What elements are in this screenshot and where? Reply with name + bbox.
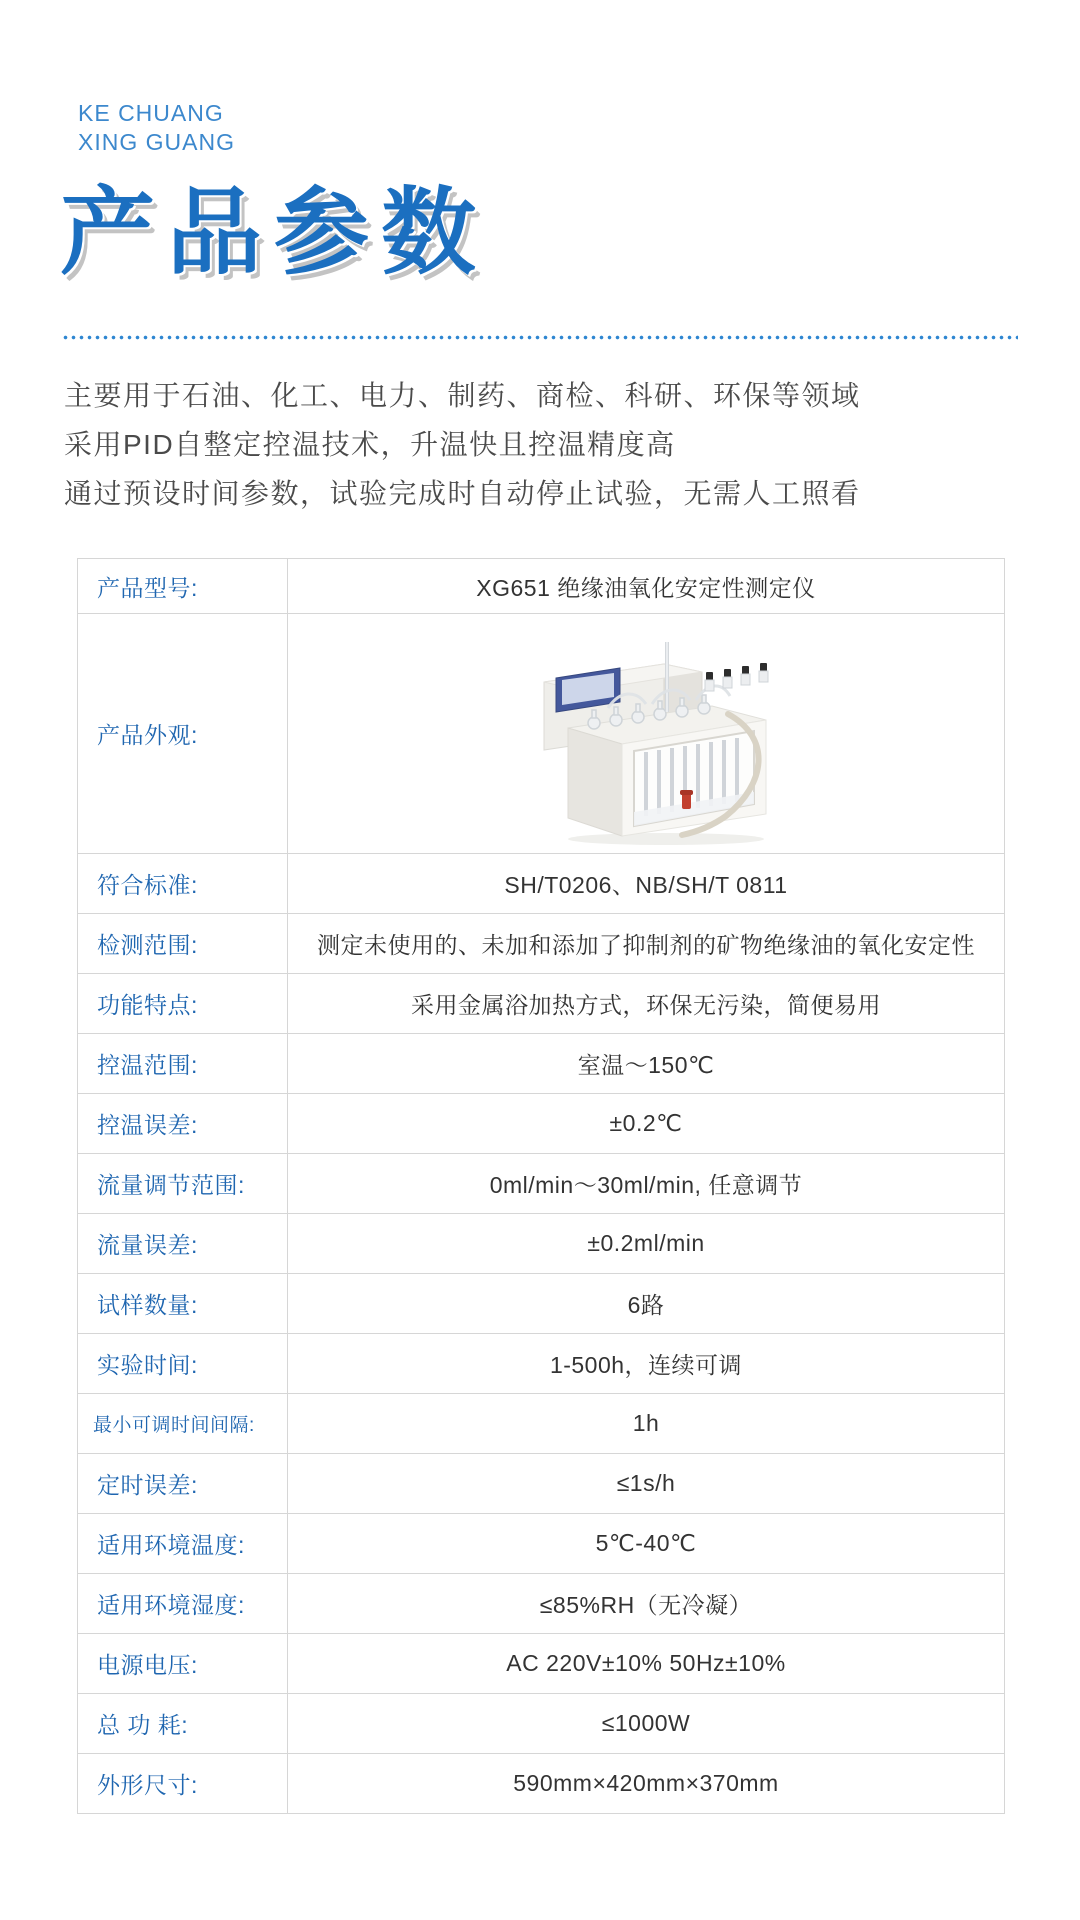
brand-line-1: KE CHUANG <box>78 100 224 126</box>
spec-value: XG651 绝缘油氧化安定性测定仪 <box>288 559 1005 614</box>
spec-label: 产品外观: <box>78 614 288 854</box>
dotted-divider <box>63 335 1018 340</box>
spec-label: 产品型号: <box>78 559 288 614</box>
spec-label: 最小可调时间间隔: <box>78 1394 288 1454</box>
spec-label: 流量误差: <box>78 1214 288 1274</box>
spec-row <box>78 1634 1005 1694</box>
spec-value: ≤85%RH（无冷凝） <box>288 1574 1005 1634</box>
page-title: 产品参数 <box>60 180 489 286</box>
spec-row <box>78 1274 1005 1334</box>
spec-label: 实验时间: <box>78 1334 288 1394</box>
brand-line-2: XING GUANG <box>78 129 235 155</box>
instrument-illustration <box>515 620 777 848</box>
spec-label: 功能特点: <box>78 974 288 1034</box>
spec-label: 适用环境湿度: <box>78 1574 288 1634</box>
spec-label: 定时误差: <box>78 1454 288 1514</box>
spec-value: SH/T0206、NB/SH/T 0811 <box>288 854 1005 914</box>
spec-value: 1h <box>288 1394 1005 1454</box>
spec-label: 电源电压: <box>78 1634 288 1694</box>
intro-line: 通过预设时间参数，试验完成时自动停止试验，无需人工照看 <box>64 478 861 509</box>
spec-row <box>78 1034 1005 1094</box>
spec-row <box>78 974 1005 1034</box>
spec-value: 0ml/min～30ml/min, 任意调节 <box>288 1154 1005 1214</box>
spec-row <box>78 1694 1005 1754</box>
spec-label: 检测范围: <box>78 914 288 974</box>
product-photo <box>289 620 1003 848</box>
spec-row <box>78 559 1005 614</box>
spec-row <box>78 1334 1005 1394</box>
spec-row <box>78 1754 1005 1814</box>
spec-label: 控温范围: <box>78 1034 288 1094</box>
spec-row <box>78 1454 1005 1514</box>
spec-value: ≤1s/h <box>288 1454 1005 1514</box>
brand-text <box>78 99 235 157</box>
spec-value: AC 220V±10% 50Hz±10% <box>288 1634 1005 1694</box>
spec-value: 室温～150℃ <box>288 1034 1005 1094</box>
spec-value: 6路 <box>288 1274 1005 1334</box>
spec-label: 控温误差: <box>78 1094 288 1154</box>
spec-label: 适用环境温度: <box>78 1514 288 1574</box>
spec-row <box>78 914 1005 974</box>
spec-value: ±0.2ml/min <box>288 1214 1005 1274</box>
spec-value: 5℃-40℃ <box>288 1514 1005 1574</box>
spec-label: 试样数量: <box>78 1274 288 1334</box>
spec-value: 590mm×420mm×370mm <box>288 1754 1005 1814</box>
spec-table <box>77 558 1005 1814</box>
spec-label: 流量调节范围: <box>78 1154 288 1214</box>
spec-value <box>288 614 1005 854</box>
spec-row <box>78 614 1005 854</box>
spec-row <box>78 1094 1005 1154</box>
spec-value: 采用金属浴加热方式，环保无污染，简便易用 <box>288 974 1005 1034</box>
spec-value: ±0.2℃ <box>288 1094 1005 1154</box>
spec-row <box>78 1154 1005 1214</box>
intro-line: 采用PID自整定控温技术，升温快且控温精度高 <box>64 429 676 460</box>
spec-row <box>78 1394 1005 1454</box>
spec-row <box>78 1574 1005 1634</box>
spec-row <box>78 1214 1005 1274</box>
spec-label: 符合标准: <box>78 854 288 914</box>
spec-row <box>78 854 1005 914</box>
intro-text <box>64 371 861 518</box>
spec-label: 总 功 耗: <box>78 1694 288 1754</box>
spec-label: 外形尺寸: <box>78 1754 288 1814</box>
spec-value: 测定未使用的、未加和添加了抑制剂的矿物绝缘油的氧化安定性 <box>288 914 1005 974</box>
spec-value: 1-500h，连续可调 <box>288 1334 1005 1394</box>
spec-row <box>78 1514 1005 1574</box>
spec-value: ≤1000W <box>288 1694 1005 1754</box>
intro-line: 主要用于石油、化工、电力、制药、商检、科研、环保等领域 <box>64 380 861 411</box>
